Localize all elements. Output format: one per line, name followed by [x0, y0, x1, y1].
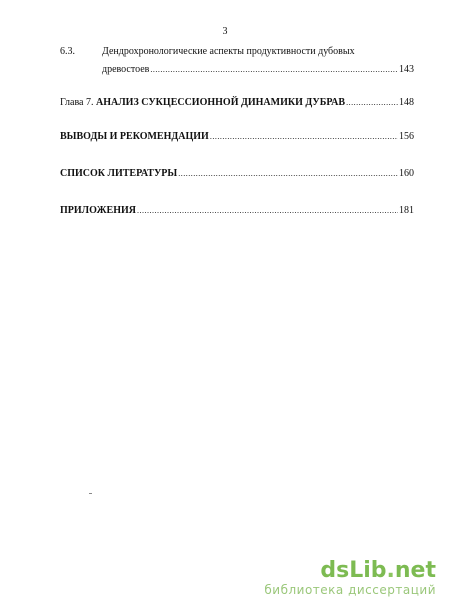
toc-item-6-3-text-line2: древостоев: [102, 64, 150, 75]
dot-leader: [150, 65, 398, 74]
toc-item-6-3: [102, 64, 414, 75]
watermark-subtitle: библиотека диссертаций: [264, 583, 436, 597]
dot-leader: [346, 98, 398, 107]
toc-chapter-7: [60, 97, 414, 108]
dot-leader: [178, 169, 398, 178]
toc-appendices: [60, 205, 414, 216]
page-number: 3: [222, 26, 228, 37]
dot-leader: [137, 206, 398, 215]
toc-appendices-page: 181: [399, 205, 414, 216]
toc-chapter-7-prefix: Глава 7.: [60, 97, 94, 108]
watermark-logo-part2: net: [394, 558, 436, 583]
watermark-logo-dot: .: [386, 558, 395, 583]
toc-conclusions-title: ВЫВОДЫ И РЕКОМЕНДАЦИИ: [60, 131, 209, 142]
dot-leader: [210, 132, 398, 141]
toc-appendices-title: ПРИЛОЖЕНИЯ: [60, 205, 136, 216]
toc-chapter-7-page: 148: [399, 97, 414, 108]
toc-item-6-3-num: 6.3.: [60, 46, 75, 57]
toc-references: [60, 168, 414, 179]
watermark-logo-part1: dsLib: [320, 558, 387, 583]
toc-references-title: СПИСОК ЛИТЕРАТУРЫ: [60, 168, 178, 179]
scan-mark: [89, 493, 92, 494]
toc-item-6-3-page: 143: [399, 64, 414, 75]
toc-item-6-3-line1: [102, 46, 355, 57]
toc-item-6-3-text-line1: Дендрохронологические аспекты продуктивности дубовых: [102, 46, 355, 57]
watermark-logo: [264, 559, 436, 583]
toc-conclusions: [60, 131, 414, 142]
toc-chapter-7-title: АНАЛИЗ СУКЦЕССИОННОЙ ДИНАМИКИ ДУБРАВ: [96, 97, 346, 108]
toc-item-6-3-number: [60, 46, 75, 57]
toc-references-page: 160: [399, 168, 414, 179]
toc-conclusions-page: 156: [399, 131, 414, 142]
watermark: [264, 559, 436, 597]
